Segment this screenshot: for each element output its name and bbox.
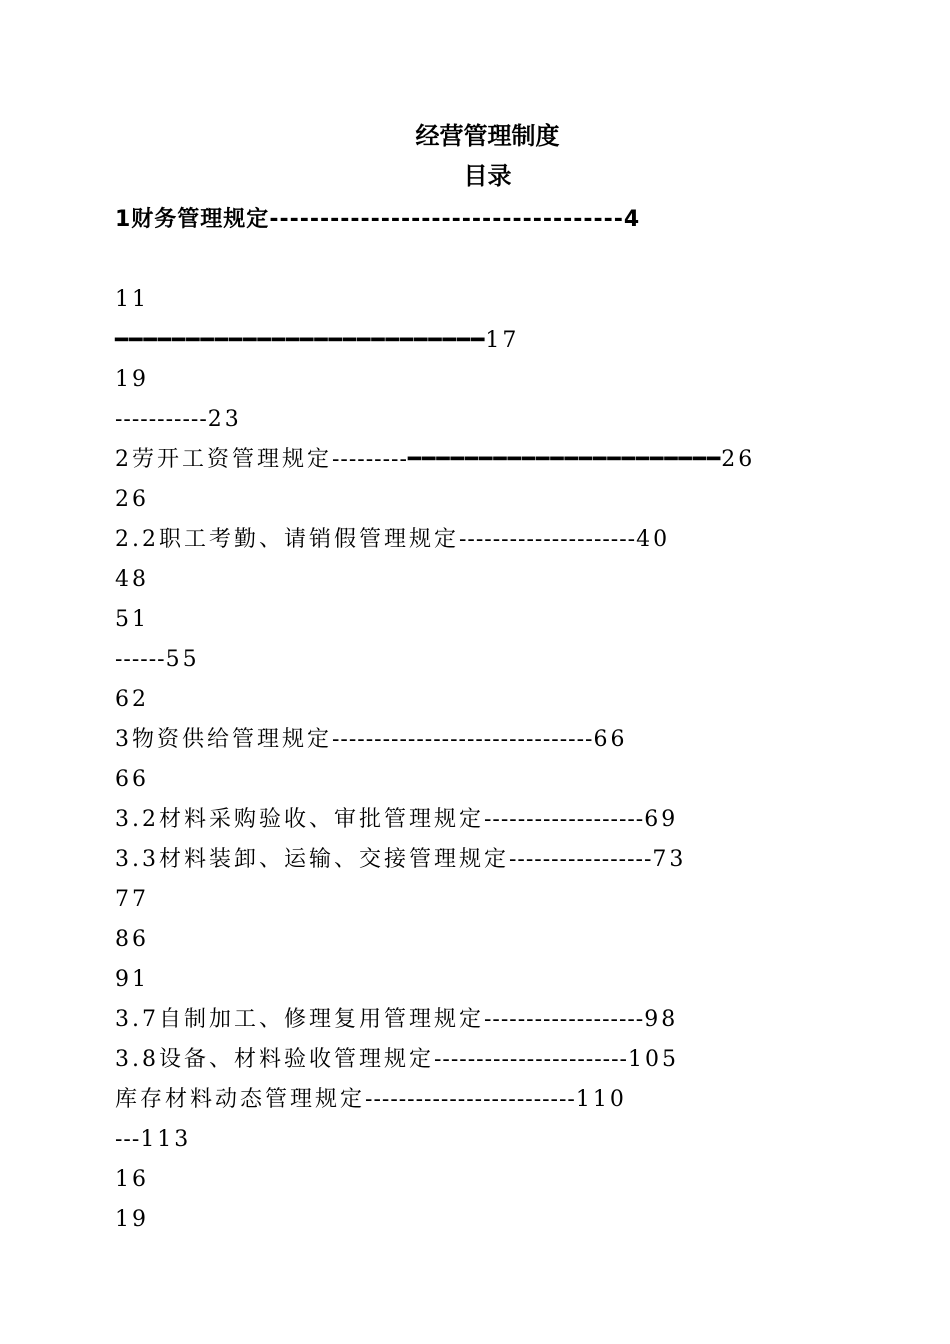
toc-page-number: 4 [623,207,641,232]
toc-page-number: 77 [115,887,149,912]
toc-page-number: 105 [627,1047,679,1072]
toc-entry [115,640,815,680]
toc-leader: --- [115,1127,141,1152]
toc-entry [115,440,815,480]
toc-page-number: 19 [115,367,149,392]
toc-entry [115,1160,815,1200]
toc-leader: ------------------- [484,1007,645,1032]
document-title: 经营管理制度 [415,122,560,150]
toc-page-number: 11 [115,287,149,312]
toc-page-number: 17 [485,328,520,353]
toc-entry [115,520,815,560]
toc-page-number: 66 [593,727,628,752]
toc-entry [115,360,815,400]
toc-entry-label: 2.2职工考勤、请销假管理规定 [115,527,459,552]
toc-entry [115,920,815,960]
toc-page-number: 91 [115,967,149,992]
toc-entry-label: 3.3材料装卸、运输、交接管理规定 [115,847,509,872]
toc-page-number: 48 [115,567,149,592]
toc-entry [115,560,815,600]
toc-entry [115,280,815,320]
toc-page-number: 26 [721,447,756,472]
toc-page-number: 69 [644,807,679,832]
toc-page-number: 40 [636,527,671,552]
toc-leader: ------------------------------- [332,727,594,752]
toc-entry [115,880,815,920]
toc-entry [115,840,815,880]
toc-entry-label: 3.7自制加工、修理复用管理规定 [115,1007,484,1032]
toc-page-number: 51 [115,607,149,632]
toc-entry-label: 3物资供给管理规定 [115,727,332,752]
table-of-contents [115,200,815,1240]
toc-leader: ━━━━━━━━━━━━━━━━━━━━━━━━━━ [115,327,486,353]
toc-leader: ----------------------- [434,1047,628,1072]
toc-leader: --------------------- [459,527,637,552]
toc-page-number: 66 [115,767,149,792]
toc-entry [115,760,815,800]
toc-entry-label: 1财务管理规定 [115,207,270,232]
toc-entry-label: 2劳开工资管理规定 [115,447,332,472]
toc-leader: ----------- [115,407,208,432]
toc-entry [115,800,815,840]
toc-entry-label: 3.8设备、材料验收管理规定 [115,1047,434,1072]
toc-entry [115,600,815,640]
toc-heading: 目录 [463,162,512,190]
toc-entry-label: 3.2材料采购验收、审批管理规定 [115,807,484,832]
toc-page-number: 113 [140,1127,192,1152]
toc-entry [115,200,815,240]
toc-page-number: 16 [115,1167,149,1192]
toc-leader: ------------------------- [365,1087,576,1112]
toc-entry [115,1000,815,1040]
toc-entry [115,1120,815,1160]
toc-page-number: 110 [575,1087,627,1112]
toc-leader: ------ [115,647,166,672]
toc-entry [115,680,815,720]
toc-entry [115,480,815,520]
toc-entry [115,720,815,760]
toc-page-number: 55 [165,647,200,672]
toc-page-number: 26 [115,487,149,512]
toc-entry [115,1080,815,1120]
toc-page-number: 98 [644,1007,679,1032]
toc-leader: ----------------- [509,847,653,872]
toc-entry [115,400,815,440]
toc-leader: ---------━━━━━━━━━━━━━━━━━━━━━━ [332,447,722,472]
toc-entry [115,960,815,1000]
toc-page-number: 19 [115,1207,149,1232]
toc-entry [115,1200,815,1240]
toc-page-number: 62 [115,687,149,712]
toc-entry [115,320,815,360]
toc-page-number: 73 [652,847,687,872]
toc-page-number: 86 [115,927,149,952]
toc-leader: ----------------------------------- [269,207,624,232]
toc-leader: ------------------- [484,807,645,832]
toc-entry [115,1040,815,1080]
toc-page-number: 23 [207,407,242,432]
toc-entry-label: 库存材料动态管理规定 [115,1087,366,1112]
